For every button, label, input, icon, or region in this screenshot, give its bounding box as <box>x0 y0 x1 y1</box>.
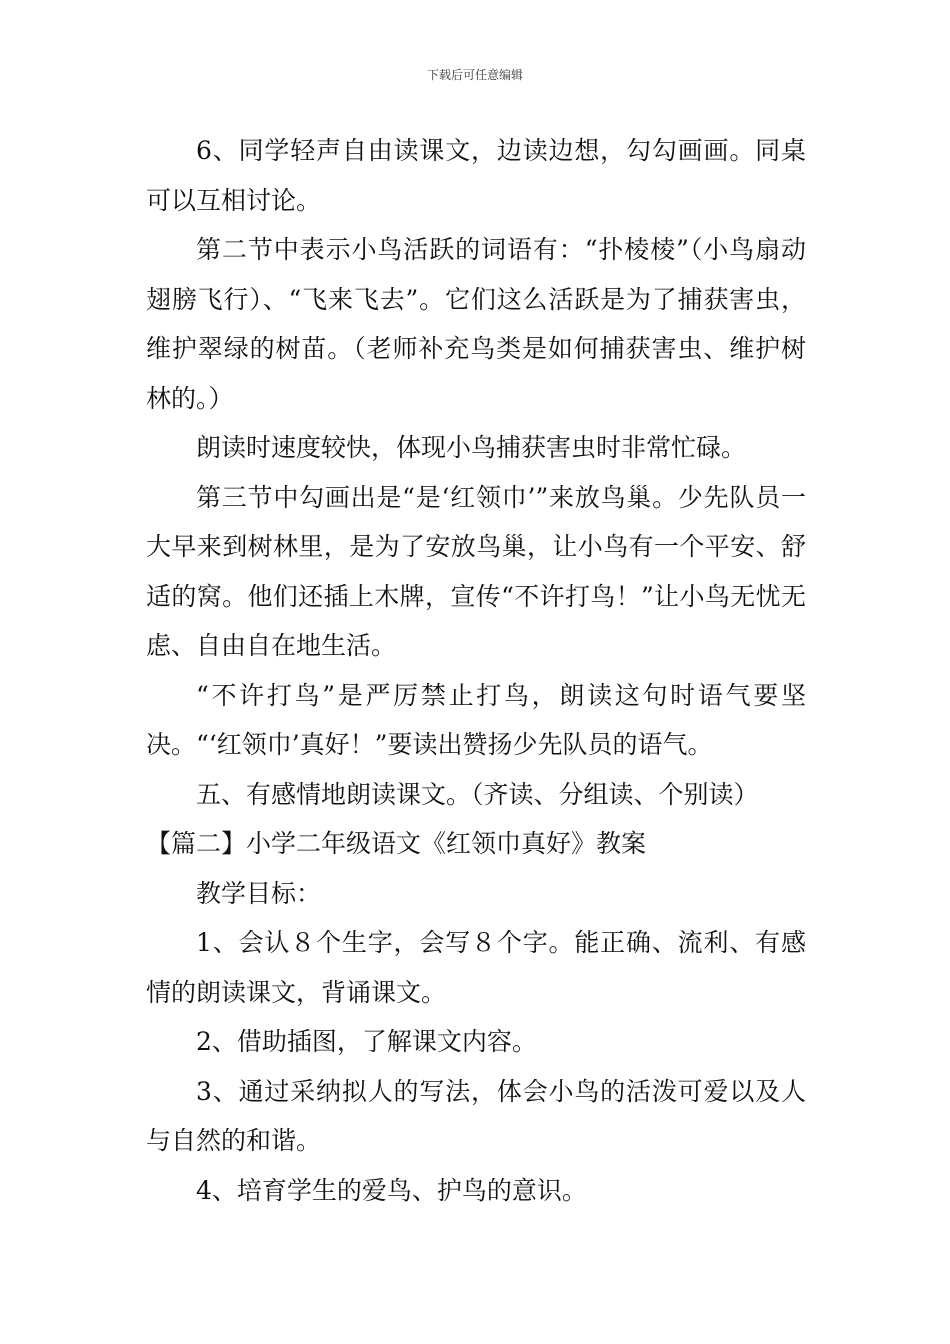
objective-3: 3、通过采纳拟人的写法，体会小鸟的活泼可爱以及人与自然的和谐。 <box>146 1076 806 1155</box>
paragraph-section-3: 第三节中勾画出是“是‘红领巾’”来放鸟巢。少先队员一大早来到树林里，是为了安放鸟巢，让小鸟有一个平安、舒适的窝。他们还插上木牌，宣传“不许打鸟！”让小鸟无忧无虑、自由自在地生活。 <box>146 482 806 660</box>
objective-4: 4、培育学生的爱鸟、护鸟的意识。 <box>196 1175 587 1205</box>
paragraph-tone: “不许打鸟”是严厉禁止打鸟，朗读这句时语气要坚决。“‘红领巾’真好！”要读出赞扬少先队员的语气。 <box>146 680 806 759</box>
document-body <box>146 126 806 1215</box>
paragraph-step-6: 6、同学轻声自由读课文，边读边想，勾勾画画。同桌可以互相讨论。 <box>146 136 806 215</box>
objective-2: 2、借助插图，了解课文内容。 <box>196 1027 537 1056</box>
objective-1: 1、会认８个生字，会写８个字。能正确、流利、有感情的朗读课文，背诵课文。 <box>146 928 806 1007</box>
page-header: 下载后可任意编辑 <box>426 68 523 82</box>
paragraph-reading-speed: 朗读时速度较快，体现小鸟捕获害虫时非常忙碌。 <box>196 433 747 462</box>
paragraph-step-5: 五、有感情地朗读课文。（齐读、分组读、个别读） <box>196 779 759 809</box>
section-heading: 【篇二】小学二年级语文《红领巾真好》教案 <box>146 829 647 858</box>
objectives-label: 教学目标： <box>196 878 322 908</box>
paragraph-section-2: 第二节中表示小鸟活跃的词语有：“扑棱棱”（小鸟扇动翅膀飞行）、“飞来飞去”。它们这么活跃是为了捕获害虫，维护翠绿的树苗。（老师补充鸟类是如何捕获害虫、维护树林的。） <box>146 235 806 413</box>
